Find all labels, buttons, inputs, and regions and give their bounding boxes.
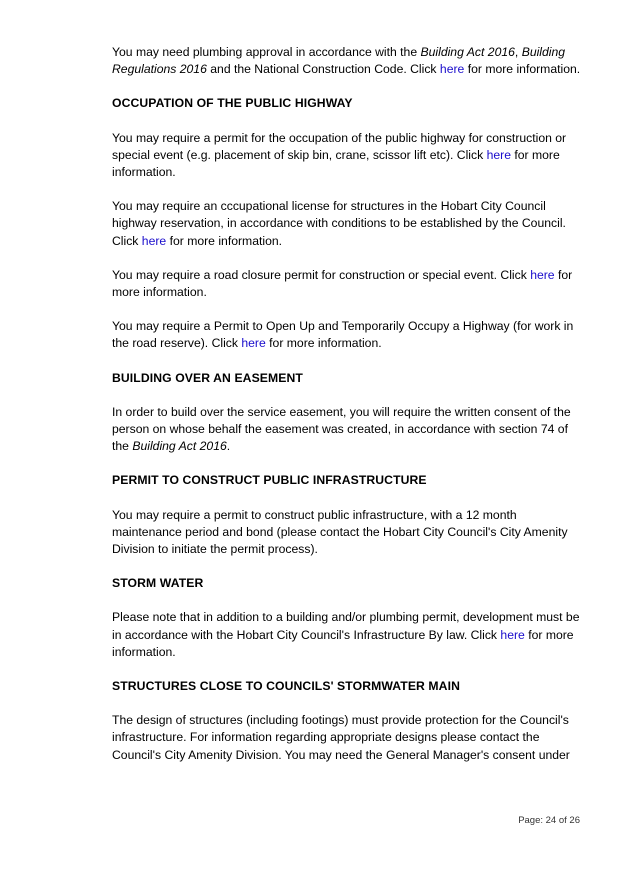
building-regulations-title: Building Regulations 2016	[112, 45, 566, 77]
occupation-p1-tail: for more information.	[112, 147, 560, 180]
occupation-p2-text: You may require an cccupational license for structures in the Hobart City Council highway reservation, in accordance with conditions to be established by the Council. Click	[112, 199, 566, 248]
occupation-p3-tail: for more information.	[112, 267, 573, 300]
infrastructure-heading: PERMIT TO CONSTRUCT PUBLIC INFRASTRUCTURE	[112, 473, 427, 488]
occupation-p3-text: You may require a road closure permit for construction or special event. Click	[112, 267, 531, 282]
easement-heading: BUILDING OVER AN EASEMENT	[112, 370, 303, 385]
occupation-paragraph-1	[112, 130, 584, 182]
occupation-paragraph-4	[112, 318, 584, 352]
stormwater-text: Please note that in addition to a building and/or plumbing permit, development must be in accordance with the Hobart City Council's Infrastructure By law. Click	[112, 610, 580, 642]
intro-text-4: for more information.	[464, 62, 581, 77]
occupation-p2-tail: for more information.	[166, 233, 283, 248]
occupation-p1-text: You may require a permit for the occupation of the public highway for construction or special event (e.g. placement of skip bin, crane, scissor lift etc). Click	[112, 130, 567, 162]
intro-paragraph	[112, 44, 584, 78]
plumbing-info-link[interactable]: here	[439, 62, 465, 77]
easement-tail: .	[226, 439, 231, 454]
infrastructure-paragraph: You may require a permit to construct public infrastructure, with a 12 month maintenance period and bond (please contact the Hobart City Council's City Amenity Division to initiate the permit process).	[112, 507, 568, 557]
occupation-p4-text: You may require a Permit to Open Up and Temporarily Occupy a Highway (for work in the road reserve). Click	[112, 319, 574, 351]
structures-paragraph: The design of structures (including footings) must provide protection for the Council's infrastructure. For information regarding appropriate designs please contact the Council's City Amenity Division. You may need the General Manager's consent under	[112, 713, 570, 762]
stormwater-tail: for more information.	[112, 627, 574, 659]
document-page	[112, 44, 584, 781]
structures-heading: STRUCTURES CLOSE TO COUNCILS' STORMWATER MAIN	[112, 679, 460, 694]
building-act-title: Building Act 2016	[420, 45, 515, 59]
occupation-p4-tail: for more information.	[265, 336, 382, 351]
highway-occupation-link[interactable]: here	[486, 147, 511, 162]
stormwater-heading: STORM WATER	[112, 576, 204, 591]
stormwater-paragraph	[112, 609, 584, 661]
infrastructure-bylaw-link[interactable]: here	[500, 627, 525, 642]
page-number: Page: 24 of 26	[518, 815, 580, 826]
easement-text: In order to build over the service easement, you will require the written consent of the person on whose behalf the easement was created, in accordance with section 74 of the	[112, 404, 571, 454]
road-closure-link[interactable]: here	[530, 267, 555, 282]
easement-act-title: Building Act 2016	[132, 439, 227, 454]
occupation-paragraph-2	[112, 198, 584, 250]
intro-text-1: You may need plumbing approval in accordance with the	[112, 45, 421, 59]
easement-paragraph	[112, 404, 584, 456]
occupation-heading: OCCUPATION OF THE PUBLIC HIGHWAY	[112, 96, 353, 111]
occupational-license-link[interactable]: here	[141, 233, 167, 248]
intro-text-3: and the National Construction Code. Click	[206, 62, 440, 77]
occupation-paragraph-3	[112, 267, 584, 301]
intro-text-2: ,	[514, 45, 522, 59]
open-up-highway-link[interactable]: here	[241, 336, 266, 351]
